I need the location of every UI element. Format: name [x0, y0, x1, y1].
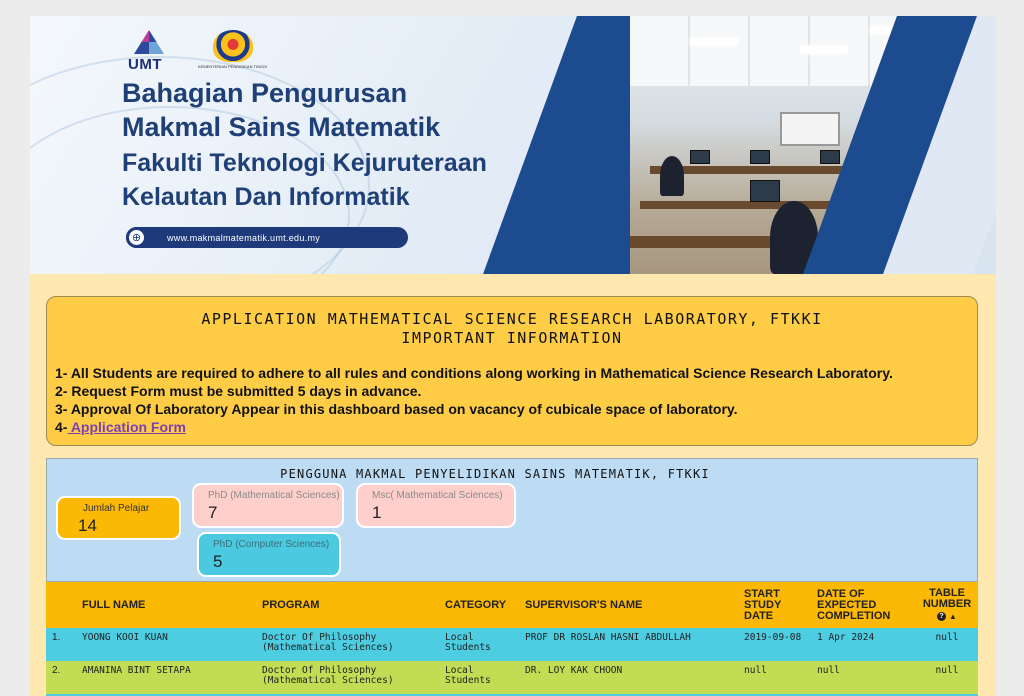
row-index: 1.: [46, 628, 76, 661]
column-header-index: [46, 582, 76, 628]
header-text: DATE OF: [817, 587, 865, 600]
cell-category: Local Students: [439, 661, 519, 694]
header-banner: [30, 16, 996, 274]
column-header-program[interactable]: PROGRAM: [256, 582, 439, 628]
umt-logo: [126, 30, 176, 74]
dashboard-page: [30, 16, 996, 696]
stat-label: Jumlah Pelajar: [83, 503, 150, 514]
ceiling-light: [800, 46, 848, 54]
sort-ascending-icon[interactable]: ▲: [949, 612, 957, 621]
banner-title-line: Kelautan Dan Informatik: [122, 183, 410, 211]
cell-supervisor: DR. LOY KAK CHOON: [519, 661, 738, 694]
stat-value: 7: [208, 503, 218, 522]
lab-monitor: [750, 180, 780, 202]
stat-value: 14: [78, 516, 97, 535]
stat-label: PhD (Computer Sciences): [213, 539, 330, 550]
lab-monitor: [820, 150, 840, 164]
column-header-start-date[interactable]: [738, 582, 811, 628]
column-header-table-number[interactable]: [916, 582, 978, 628]
students-table-container: [46, 582, 978, 696]
column-header-full-name[interactable]: FULL NAME: [76, 582, 256, 628]
student-silhouette: [660, 156, 684, 196]
banner-title-line: Makmal Sains Matematik: [122, 112, 441, 142]
students-table: [46, 582, 978, 696]
info-list-item: [55, 418, 977, 436]
cell-full-name: YOONG KOOI KUAN: [76, 628, 256, 661]
banner-title-line: Bahagian Pengurusan: [122, 78, 408, 108]
stat-card-msc-mathematical: [358, 485, 514, 526]
whiteboard: [780, 112, 840, 146]
info-list-item: 1- All Students are required to adhere to all rules and conditions along working in Mathematical Science Research Laboratory.: [55, 365, 893, 381]
stat-value: 1: [372, 503, 382, 522]
table-row: [46, 661, 978, 694]
stats-title: PENGGUNA MAKMAL PENYELIDIKAN SAINS MATEMATIK, FTKKI: [280, 467, 710, 481]
important-information-box: [46, 296, 978, 446]
info-heading: APPLICATION MATHEMATICAL SCIENCE RESEARCH LABORATORY, FTKKI: [201, 310, 823, 328]
stat-card-total-students: [58, 498, 179, 538]
umt-emblem-icon: [134, 30, 164, 54]
cell-expected-completion: 1 Apr 2024: [811, 628, 916, 661]
info-list: [55, 364, 977, 436]
cell-program: Doctor Of Philosophy (Mathematical Sciences): [256, 628, 439, 661]
header-text: TABLE: [929, 587, 965, 599]
website-url: www.makmalmatematik.umt.edu.my: [167, 232, 321, 243]
table-row: [46, 628, 978, 661]
lab-users-stats-panel: [46, 458, 978, 582]
header-text: NUMBER: [922, 598, 972, 610]
logo-group: [126, 30, 267, 74]
row-index: 2.: [46, 661, 76, 694]
info-subheading: IMPORTANT INFORMATION: [401, 329, 623, 347]
header-text: DATE: [744, 609, 774, 622]
cell-start-date: 2019-09-08: [738, 628, 811, 661]
lab-monitor: [690, 150, 710, 164]
table-header-row: [46, 582, 978, 628]
stat-card-phd-mathematical: [194, 485, 342, 526]
cell-expected-completion: null: [811, 661, 916, 694]
cell-category: Local Students: [439, 628, 519, 661]
cell-start-date: null: [738, 661, 811, 694]
info-item-prefix: 4-: [55, 419, 68, 435]
lab-monitor: [750, 150, 770, 164]
cell-supervisor: PROF DR ROSLAN HASNI ABDULLAH: [519, 628, 738, 661]
application-form-link[interactable]: Application Form: [67, 419, 186, 435]
stat-label: PhD (Mathematical Sciences): [208, 490, 340, 501]
header-text: START: [744, 587, 780, 600]
sort-indicator: [937, 611, 957, 622]
info-list-item: 3- Approval Of Laboratory Appear in this dashboard based on vacancy of cubicale space of laboratory.: [55, 401, 738, 417]
website-url-bar: [126, 227, 408, 248]
cell-full-name: AMANINA BINT SETAPA: [76, 661, 256, 694]
malaysia-crest-icon: [213, 30, 253, 62]
globe-icon: ⊕: [126, 227, 147, 248]
cell-program: Doctor Of Philosophy (Mathematical Sciences): [256, 661, 439, 694]
umt-logo-text: UMT: [128, 56, 162, 73]
column-header-supervisor[interactable]: SUPERVISOR'S NAME: [519, 582, 738, 628]
kpt-logo-caption: KEMENTERIAN PENDIDIKAN TINGGI: [198, 64, 268, 69]
question-icon[interactable]: ?: [937, 612, 946, 621]
cell-table-number: null: [916, 628, 978, 661]
ceiling-light: [690, 38, 738, 46]
header-text: EXPECTED: [817, 598, 877, 611]
info-list-item: 2- Request Form must be submitted 5 days in advance.: [55, 383, 422, 399]
column-header-category[interactable]: CATEGORY: [439, 582, 519, 628]
stat-card-phd-computer: [199, 534, 339, 575]
stat-value: 5: [213, 552, 223, 571]
header-text: COMPLETION: [817, 609, 891, 622]
cell-table-number: null: [916, 661, 978, 694]
column-header-expected-completion[interactable]: [811, 582, 916, 628]
stat-label: Msc( Mathematical Sciences): [372, 490, 503, 501]
kpt-logo: [198, 30, 267, 69]
header-text: STUDY: [744, 598, 782, 611]
banner-title-line: Fakulti Teknologi Kejuruteraan: [122, 149, 487, 177]
